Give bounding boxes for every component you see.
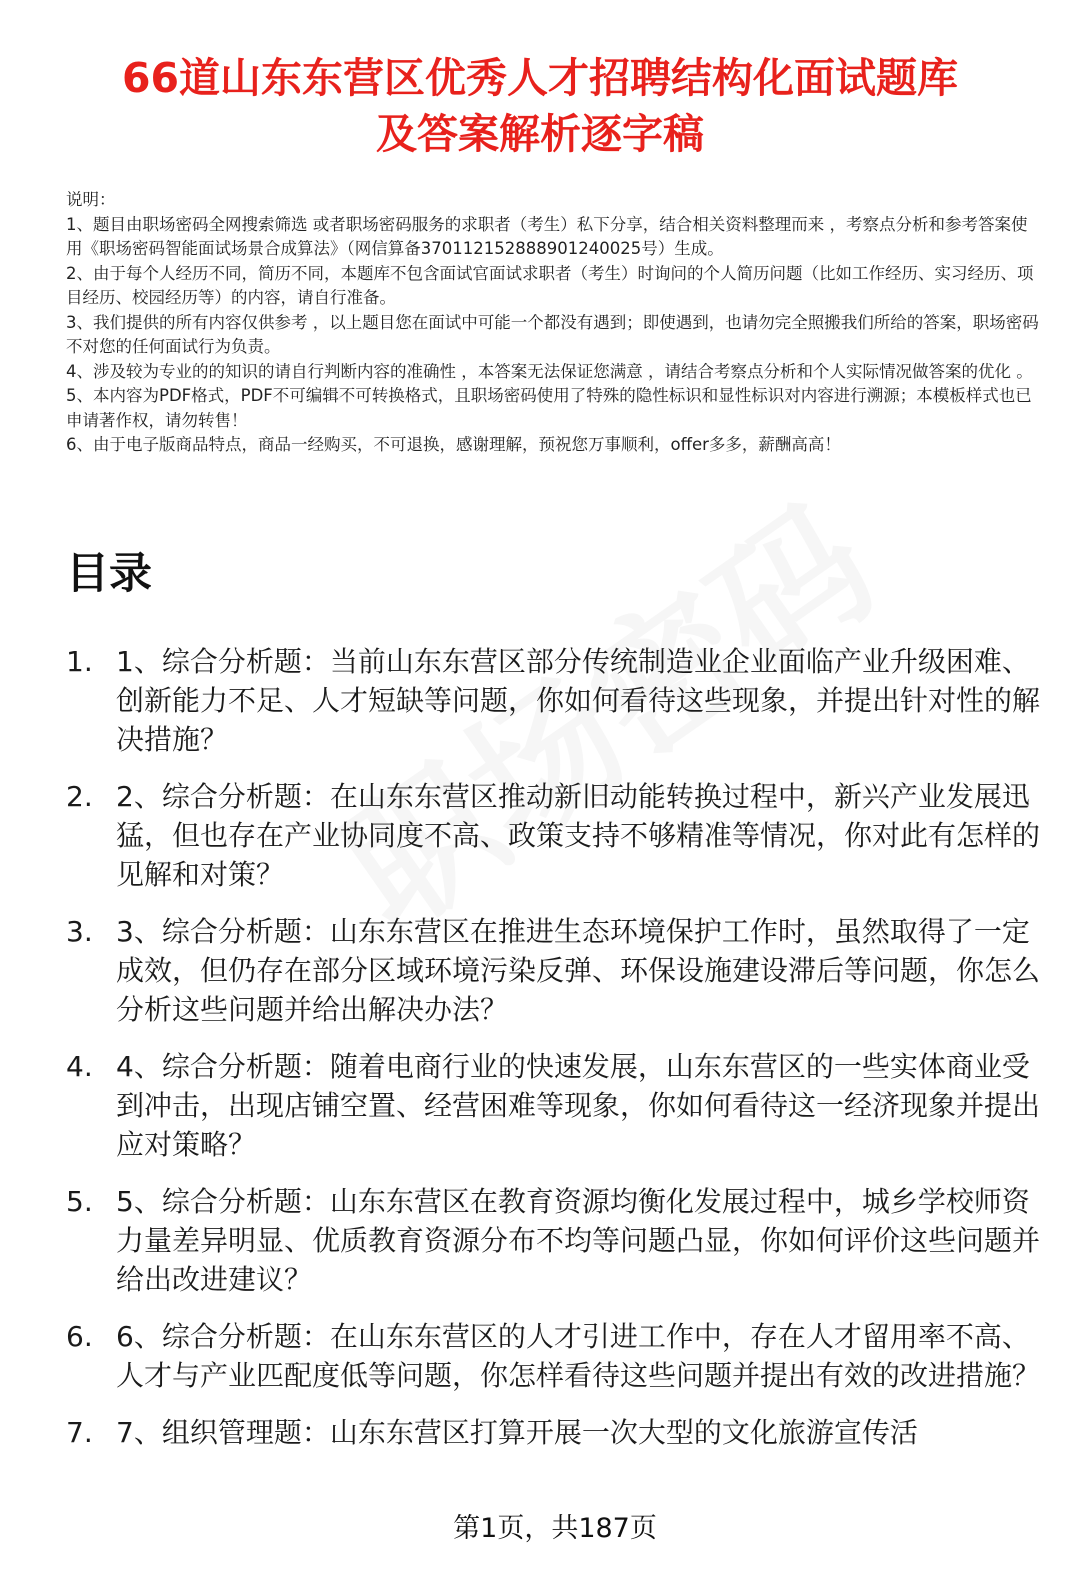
toc-item[interactable] bbox=[66, 1182, 1046, 1299]
page-number: 第1页，共187页 bbox=[453, 1513, 657, 1544]
toc-item[interactable] bbox=[66, 642, 1046, 759]
toc-item-number: 1. bbox=[66, 645, 93, 678]
instructions-heading: 说明： bbox=[66, 190, 116, 209]
table-of-contents bbox=[66, 642, 1046, 1470]
title-line-1: 66道山东东营区优秀人才招聘结构化面试题库 bbox=[121, 54, 959, 102]
toc-item-number: 4. bbox=[66, 1050, 93, 1083]
toc-item[interactable] bbox=[66, 1047, 1046, 1164]
toc-item[interactable] bbox=[66, 1413, 1046, 1452]
instructions bbox=[66, 188, 1041, 458]
toc-heading: 目录 bbox=[66, 549, 152, 599]
toc-item-text: 3、综合分析题：山东东营区在推进生态环境保护工作时，虽然取得了一定成效，但仍存在部分区域环境污染反弹、环保设施建设滞后等问题，你怎么分析这些问题并给出解决办法？ bbox=[116, 915, 1041, 1026]
toc-item-number: 7. bbox=[66, 1416, 93, 1449]
toc-item[interactable] bbox=[66, 777, 1046, 894]
toc-item-text: 5、综合分析题：山东东营区在教育资源均衡化发展过程中，城乡学校师资力量差异明显、优质教育资源分布不均等问题凸显，你如何评价这些问题并给出改进建议？ bbox=[116, 1185, 1041, 1296]
instruction-item: 2、由于每个人经历不同，简历不同，本题库不包含面试官面试求职者（考生）时询问的个人简历问题（比如工作经历、实习经历、项目经历、校园经历等）的内容，请自行准备。 bbox=[66, 263, 1034, 307]
toc-item-number: 6. bbox=[66, 1320, 93, 1353]
instruction-item: 1、题目由职场密码全网搜索筛选 或者职场密码服务的求职者（考生）私下分享，结合相关资料整理而来 ，考察点分析和参考答案使用《职场密码智能面试场景合成算法》（网信算备370112152888901240025号）生成。 bbox=[66, 214, 1028, 258]
toc-item-text: 6、综合分析题：在山东东营区的人才引进工作中，存在人才留用率不高、人才与产业匹配度低等问题，你怎样看待这些问题并提出有效的改进措施？ bbox=[116, 1320, 1041, 1392]
title-line-2: 及答案解析逐字稿 bbox=[376, 110, 704, 158]
toc-item[interactable] bbox=[66, 1317, 1046, 1395]
toc-item-text: 1、综合分析题：当前山东东营区部分传统制造业企业面临产业升级困难、创新能力不足、人才短缺等问题，你如何看待这些现象，并提出针对性的解决措施？ bbox=[116, 645, 1041, 756]
toc-item[interactable] bbox=[66, 912, 1046, 1029]
toc-item-text: 4、综合分析题：随着电商行业的快速发展，山东东营区的一些实体商业受到冲击，出现店铺空置、经营困难等现象，你如何看待这一经济现象并提出应对策略？ bbox=[116, 1050, 1041, 1161]
instruction-item: 6、由于电子版商品特点，商品一经购买，不可退换，感谢理解，预祝您万事顺利，offer多多，薪酬高高！ bbox=[66, 435, 841, 454]
instruction-item: 4、涉及较为专业的的知识的请自行判断内容的准确性 ，本答案无法保证您满意 ，请结合考察点分析和个人实际情况做答案的优化 。 bbox=[66, 361, 1033, 381]
toc-item-number: 2. bbox=[66, 780, 93, 813]
instruction-item: 5、本内容为PDF格式，PDF不可编辑不可转换格式，且职场密码使用了特殊的隐性标识和显性标识对内容进行溯源；本模板样式也已申请著作权，请勿转售！ bbox=[66, 386, 1032, 430]
instruction-item: 3、我们提供的所有内容仅供参考 ，以上题目您在面试中可能一个都没有遇到；即使遇到，也请勿完全照搬我们所给的答案，职场密码不对您的任何面试行为负责。 bbox=[66, 312, 1039, 356]
toc-item-text: 2、综合分析题：在山东东营区推动新旧动能转换过程中，新兴产业发展迅猛，但也存在产业协同度不高、政策支持不够精准等情况，你对此有怎样的见解和对策？ bbox=[116, 780, 1041, 891]
toc-item-number: 5. bbox=[66, 1185, 93, 1218]
toc-item-text: 7、组织管理题：山东东营区打算开展一次大型的文化旅游宣传活 bbox=[116, 1416, 918, 1449]
toc-item-number: 3. bbox=[66, 915, 93, 948]
document-title bbox=[40, 50, 1040, 162]
